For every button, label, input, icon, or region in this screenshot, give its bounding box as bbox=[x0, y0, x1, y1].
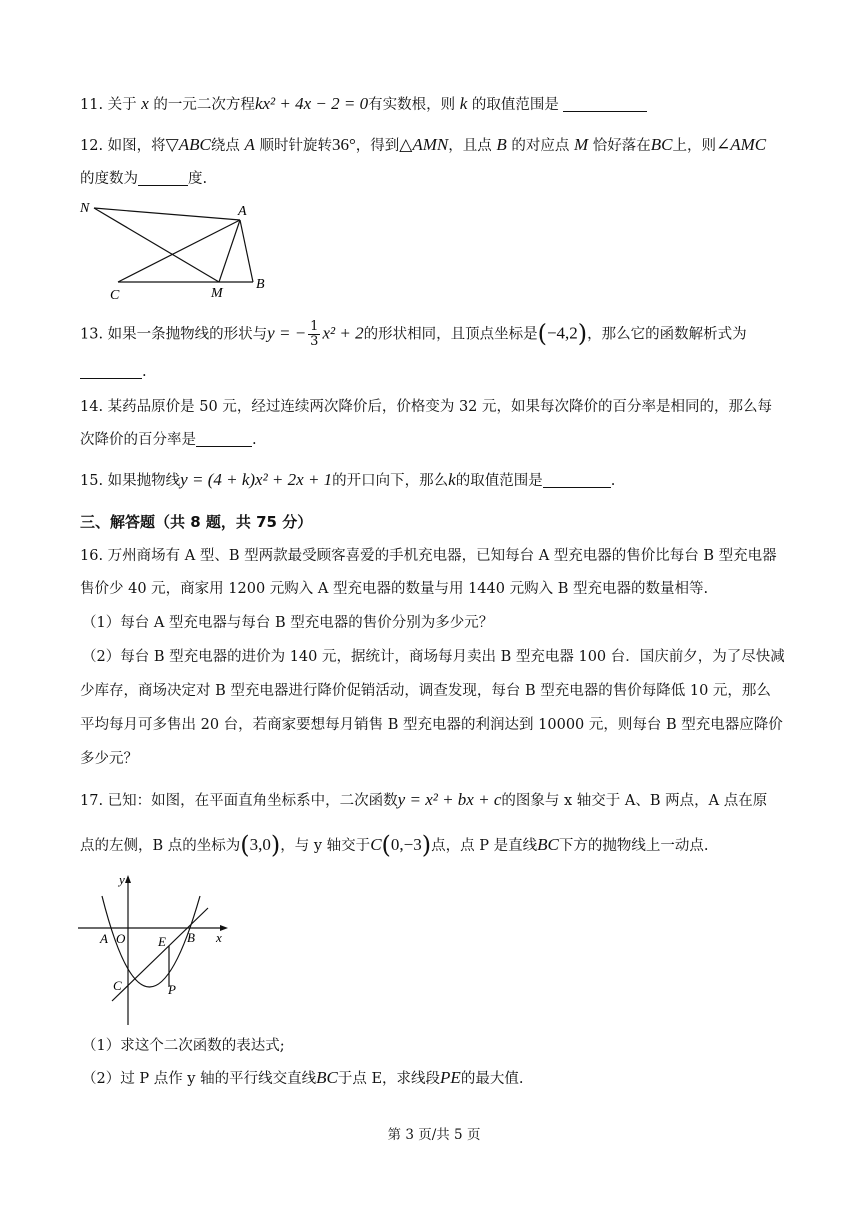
point-a: A bbox=[244, 135, 255, 154]
q12-text: ，得到 bbox=[355, 138, 400, 154]
question-16-part1: （1）每台 A 型充电器与每台 B 型充电器的售价分别为多少元？ bbox=[82, 615, 494, 631]
q12-text: 的度数为 bbox=[80, 171, 138, 187]
label-x: x bbox=[216, 930, 222, 945]
q15-text: 15. 如果抛物线 bbox=[80, 473, 181, 489]
q11-suffix: 的取值范围是 bbox=[467, 97, 559, 113]
label-c: C bbox=[110, 288, 120, 303]
question-12-line1 bbox=[80, 135, 766, 156]
q17-text: 点，点 P 是直线 bbox=[431, 838, 538, 854]
point-b-coord: 3,0 bbox=[249, 835, 271, 854]
label-b: B bbox=[187, 930, 195, 945]
segment-bc: BC bbox=[537, 835, 559, 854]
q12-figure bbox=[78, 198, 278, 303]
question-17-part1: （1）求这个二次函数的表达式; bbox=[82, 1038, 285, 1054]
q12-text: 12. 如图，将 bbox=[80, 138, 166, 154]
q15-equation: y = (4 + k)x² + 2x + 1 bbox=[180, 470, 333, 489]
q11-prefix: 11. 关于 bbox=[80, 97, 142, 113]
q13-text: ，那么它的函数解析式为 bbox=[587, 326, 747, 343]
angle-amc: ∠AMC bbox=[715, 135, 767, 154]
q13-text: 的形状相同，且顶点坐标是 bbox=[363, 326, 538, 343]
segment-pe-label: PE bbox=[440, 1068, 461, 1087]
point-c: C bbox=[370, 835, 382, 854]
question-13-line2 bbox=[80, 362, 147, 382]
label-n: N bbox=[80, 201, 90, 216]
q12-text: 度. bbox=[188, 171, 208, 187]
segment-bc: BC bbox=[650, 135, 673, 154]
segment-nm bbox=[94, 208, 219, 282]
y-axis-arrow bbox=[125, 875, 131, 883]
triangle-abc: ▽ABC bbox=[165, 135, 211, 154]
segment-bc: BC bbox=[316, 1068, 338, 1087]
q15-text: 的开口向下，那么 bbox=[332, 473, 449, 489]
var-k: k bbox=[459, 94, 468, 113]
q17-text: 17. 已知：如图，在平面直角坐标系中，二次函数 bbox=[80, 793, 398, 809]
q17-figure bbox=[76, 870, 236, 1028]
point-c-coord: 0,−3 bbox=[390, 835, 422, 854]
label-b: B bbox=[256, 277, 265, 292]
answer-blank bbox=[543, 471, 611, 488]
q14-text: . bbox=[252, 432, 257, 448]
q12-text: 的对应点 bbox=[506, 138, 574, 154]
question-11 bbox=[80, 94, 647, 115]
question-16-part2-line2: 少库存，商场决定对 B 型充电器进行降价促销活动，调查发现，每台 B 型充电器的售价每降低 10 元，那么 bbox=[80, 683, 771, 699]
question-17-line1 bbox=[80, 790, 767, 811]
fraction-numerator: 1 bbox=[310, 319, 319, 334]
question-15 bbox=[80, 470, 615, 491]
rotation-angle: 36° bbox=[331, 135, 356, 154]
line-bc bbox=[112, 908, 208, 1001]
var-x: x bbox=[141, 94, 149, 113]
question-17-part2 bbox=[82, 1068, 523, 1089]
q11-equation: kx² + 4x − 2 = 0 bbox=[254, 94, 369, 113]
q12-text: 恰好落在 bbox=[588, 138, 651, 154]
q13-eq-rhs: x² + 2 bbox=[322, 323, 364, 343]
q15-text: . bbox=[610, 473, 616, 489]
q12-text: ，且点 bbox=[448, 138, 497, 154]
q17-equation: y = x² + bx + c bbox=[397, 790, 502, 809]
q12-text: 上，则 bbox=[672, 138, 716, 154]
label-p: P bbox=[168, 982, 176, 997]
q13-eq-lhs: y = − bbox=[267, 323, 307, 343]
q11-mid2: 有实数根，则 bbox=[368, 97, 460, 113]
q12-text: 顺时针旋转 bbox=[254, 138, 332, 154]
q17-text: 的图象与 x 轴交于 A、B 两点，A 点在原 bbox=[501, 793, 768, 809]
label-a: A bbox=[238, 204, 247, 219]
q17-text: 点的左侧，B 点的坐标为 bbox=[80, 838, 241, 854]
question-14-line2 bbox=[80, 430, 257, 450]
point-b: B bbox=[496, 135, 507, 154]
section-heading: 三、解答题（共 8 题，共 75 分） bbox=[80, 513, 313, 531]
question-16-part2-line3: 平均每月可多售出 20 台，若商家要想每月销售 B 型充电器的利润达到 10000 元，则每台 B 型充电器应降价 bbox=[80, 717, 783, 733]
q17-text: ，与 y 轴交于 bbox=[280, 838, 371, 854]
q13-end: . bbox=[142, 364, 147, 380]
answer-blank bbox=[563, 95, 647, 112]
segment-na bbox=[94, 208, 240, 220]
question-12-line2 bbox=[80, 169, 207, 189]
question-14-line1: 14. 某药品原价是 50 元，经过连续两次降价后，价格变为 32 元，如果每次降价的百分率是相同的，那么每 bbox=[80, 399, 773, 415]
q13-text: 13. 如果一条抛物线的形状与 bbox=[80, 326, 268, 343]
answer-blank bbox=[196, 430, 252, 447]
point-m: M bbox=[573, 135, 589, 154]
q14-text: 次降价的百分率是 bbox=[80, 432, 196, 448]
q17-text: 于点 E，求线段 bbox=[337, 1071, 441, 1087]
question-16-part2-line4: 多少元？ bbox=[80, 751, 138, 767]
label-o: O bbox=[116, 931, 126, 946]
fraction-denominator: 3 bbox=[310, 334, 319, 349]
answer-blank bbox=[80, 362, 142, 379]
segment-ab bbox=[240, 220, 253, 282]
q11-mid1: 的一元二次方程 bbox=[148, 97, 255, 113]
q17-text: 下方的抛物线上一动点. bbox=[558, 838, 709, 854]
label-e: E bbox=[158, 934, 166, 949]
label-c: C bbox=[113, 978, 122, 993]
page-footer: 第 3 页/共 5 页 bbox=[387, 1127, 481, 1143]
question-16-line1: 16. 万州商场有 A 型、B 型两款最受顾客喜爱的手机充电器，已知每台 A 型充电器的售价比每台 B 型充电器 bbox=[80, 548, 777, 564]
vertex-coord: −4,2 bbox=[546, 323, 578, 343]
q15-text: 的取值范围是 bbox=[455, 473, 543, 489]
q17-text: 的最大值. bbox=[460, 1071, 524, 1087]
question-16-part2-line1: （2）每台 B 型充电器的进价为 140 元，据统计，商场每月卖出 B 型充电器 100 台．国庆前夕，为了尽快减 bbox=[82, 649, 785, 665]
q12-text: 绕点 bbox=[210, 138, 245, 154]
question-16-line2: 售价少 40 元，商家用 1200 元购入 A 型充电器的数量与用 1440 元购入 B 型充电器的数量相等. bbox=[80, 581, 709, 597]
label-m: M bbox=[211, 286, 223, 301]
question-17-line2: 点的左侧，B 点的坐标为(3,0)，与 y 轴交于C(0,−3)点，点 P 是直线BC下方的抛物线上一动点. bbox=[80, 831, 709, 859]
q17-text: （2）过 P 点作 y 轴的平行线交直线 bbox=[82, 1071, 317, 1087]
fraction bbox=[308, 320, 320, 349]
var-k: k bbox=[448, 470, 456, 489]
answer-blank bbox=[138, 169, 188, 186]
label-y: y bbox=[119, 872, 125, 887]
triangle-amn: △AMN bbox=[399, 135, 449, 154]
label-a: A bbox=[100, 931, 108, 946]
question-13-line1: 13. 如果一条抛物线的形状与y = − $\frac{1}{3}$ x² + 2的形状相同，且顶点坐标是(−4,2)，那么它的函数解析式为 bbox=[80, 319, 747, 349]
